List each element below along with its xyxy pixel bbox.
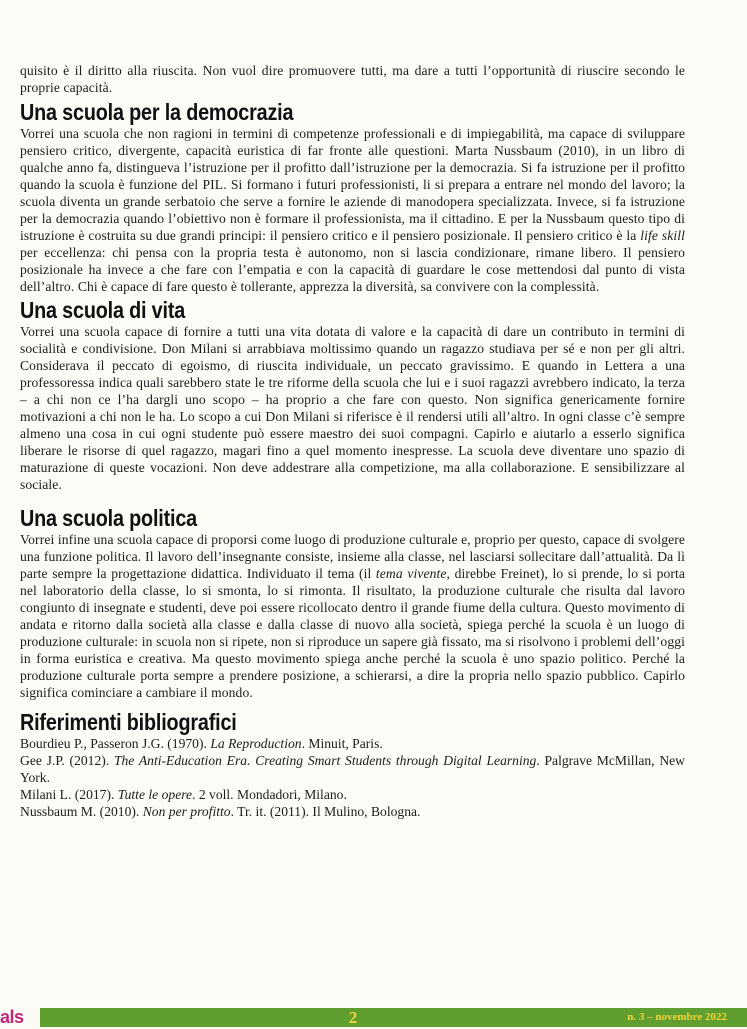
- paragraph-politica: [20, 531, 685, 701]
- heading-vita: Una scuola di vita: [20, 297, 186, 323]
- italic-life-skill: life skill: [640, 228, 685, 243]
- page-footer: [0, 1008, 747, 1027]
- article-body: [20, 62, 685, 820]
- bib-author: Gee J.P. (2012).: [20, 753, 114, 768]
- bibliography-item: [20, 786, 685, 803]
- paragraph-vita: Vorrei una scuola capace di fornire a tutti una vita dotata di valore e la capacità di dare un contributo in termini di socialità e condivisione. Don Milani si arrabbiava moltissimo quando un ragazzo studiava per sé e non per gli altri. Considerava il peccato di egoismo, di riuscita individuale, un peccato gravissimo. E quando in Lettera a una professoressa indica quali sarebbero state le tre riforme della scuola che lui e i suoi ragazzi avrebbero indicato, la terza – a chi non ce l’ha dargli uno scopo – ha proprio a che fare con questo. Non significa genericamente fornire motivazioni a chi non le ha. Lo scopo a cui Don Milani si riferisce è il rendersi utili all’altro. In ogni classe c’è sempre almeno una cosa in cui ogni studente può essere maestro dei suoi compagni. Capirlo e aiutarlo a esserlo significa liberare le risorse di quel ragazzo, magari fino a quel momento inespresse. La scuola deve diventare uno spazio di maturazione di queste vocazioni. Non deve addestrare alla competizione, ma alla collaborazione. E sensibilizzare al sociale.: [20, 324, 685, 492]
- bib-author: Milani L. (2017).: [20, 787, 118, 802]
- bib-publisher: . Tr. it. (2011). Il Mulino, Bologna.: [230, 804, 421, 819]
- bib-publisher: . 2 voll. Mondadori, Milano.: [192, 787, 347, 802]
- paragraph-democrazia-part1: Vorrei una scuola che non ragioni in termini di competenze professionali e di impiegabilità, ma capace di sviluppare pensiero critico, divergente, capacità euristica di far fronte alle questioni. Marta Nussbaum (2010), in un libro di qualche anno fa, distingueva l’istruzione per il profitto dall’istruzione per la democrazia. Si fa istruzione per il profitto quando la scuola è funzione del PIL. Si formano i futuri professionisti, li si prepara a entrare nel mondo del lavoro; la scuola diventa un grande serbatoio che serve a fornire le aziende di manodopera specializzata. Invece, si fa istruzione per la democrazia quando l’obiettivo non è formare il professionista, ma il cittadino. E per la Nussbaum questo tipo di istruzione è costruita su due grandi principi: il pensiero critico e il pensiero posizionale. Il pensiero critico è la: [20, 126, 685, 243]
- paragraph-democrazia-part2: per eccellenza: chi pensa con la propria testa è autonomo, non si lascia condizionare, rimane libero. Il pensiero posizionale ha invece a che fare con l’empatia e con la capacità di guardare le cose mettendosi dal punto di vista dell’altro. Chi è capace di fare questo è tollerante, apprezza la diversità, sa convivere con la complessità.: [20, 245, 685, 294]
- bibliography-item: [20, 735, 685, 752]
- bibliography-item: [20, 803, 685, 820]
- bibliography-list: [20, 735, 685, 820]
- issue-label: n. 3 – novembre 2022: [627, 1011, 727, 1023]
- paragraph-politica-part2: , direbbe Freinet), lo si prende, lo si porta nel laboratorio della classe, lo si smonta, lo si rimonta. Il risultato, la produzione culturale che risulta dal lavoro congiunto di insegnate e studenti, deve poi essere ricollocato dentro il grande fiume della cultura. Questo movimento di andata e ritorno dalla società alla classe e dalla classe di nuovo alla società, spiega perché la scuola è un luogo di produzione culturale: in scuola non si ripete, non si riproduce un sapere già fissato, ma si risolvono i problemi dell’oggi in forma euristica e creativa. Ma questo movimento spiega anche perché la scuola è uno spazio politico. Perché la produzione culturale porta sempre a prendere posizione, a schierarsi, a dire la propria nello spazio pubblico. Capirlo significa cominciare a cambiare il mondo.: [20, 566, 686, 700]
- bib-title: Tutte le opere: [117, 787, 193, 802]
- heading-democrazia: Una scuola per la democrazia: [20, 99, 294, 125]
- italic-tema-vivente: tema vivente: [375, 566, 447, 581]
- page-number: 2: [348, 1008, 358, 1027]
- bib-publisher: . Minuit, Paris.: [301, 736, 383, 751]
- bib-title: The Anti-Education Era. Creating Smart Students through Digital Learning: [113, 753, 537, 768]
- intro-paragraph: quisito è il diritto alla riuscita. Non vuol dire promuovere tutti, ma dare a tutti l’opportunità di riuscire secondo le proprie capacità.: [20, 63, 685, 95]
- paragraph-democrazia: [20, 125, 685, 295]
- paragraph-politica-part1: Vorrei infine una scuola capace di proporsi come luogo di produzione culturale e, proprio per questo, capace di svolgere una funzione politica. Il lavoro dell’insegnante consiste, insieme alla classe, nel lasciarsi sollecitare dall’attualità. Da lì parte sempre la progettazione didattica. Individuato il tema (il: [20, 532, 685, 581]
- bib-author: Bourdieu P., Passeron J.G. (1970).: [20, 736, 211, 751]
- bib-author: Nussbaum M. (2010).: [20, 804, 143, 819]
- bibliography-item: [20, 752, 685, 786]
- heading-riferimenti: Riferimenti bibliografici: [20, 709, 237, 735]
- bib-title: La Reproduction: [210, 736, 302, 751]
- bib-title: Non per profitto: [142, 804, 231, 819]
- magazine-logo: als: [0, 1007, 24, 1027]
- bib-publisher: . Palgrave McMillan, New York.: [20, 753, 686, 785]
- heading-politica: Una scuola politica: [20, 505, 197, 531]
